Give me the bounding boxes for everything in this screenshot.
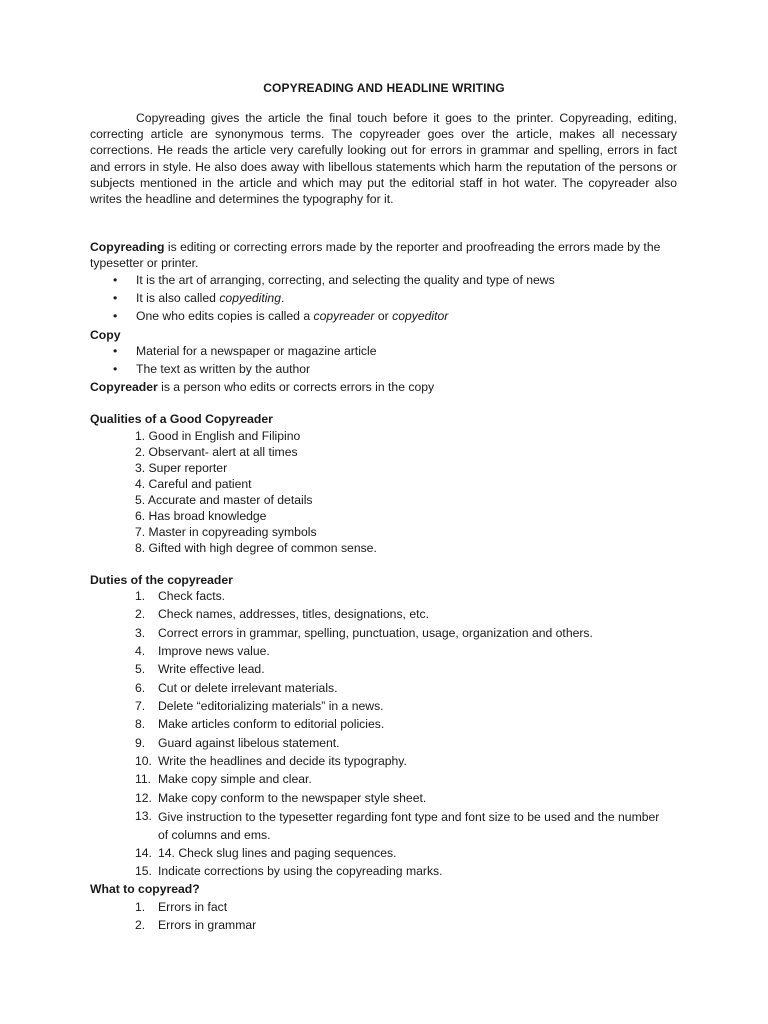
quality-item: 4. Careful and patient [135, 477, 252, 491]
copyread-number: 1. [135, 900, 146, 914]
duty-text: Write effective lead. [158, 662, 265, 676]
duty-number: 15. [135, 864, 152, 878]
bullet-italic-term: copyreader [313, 309, 375, 323]
copyreading-term: Copyreading [90, 240, 165, 254]
duty-number: 8. [135, 717, 146, 731]
document-title: COPYREADING AND HEADLINE WRITING [263, 81, 505, 95]
bullet-text-part: or [374, 309, 393, 323]
copy-heading-text: Copy [90, 328, 121, 342]
qualities-heading-text: Qualities of a Good Copyreader [90, 412, 273, 426]
duty-text: Delete “editorializing materials” in a news. [158, 699, 384, 713]
duty-text: Correct errors in grammar, spelling, punctuation, usage, organization and others. [158, 626, 593, 640]
bullet-italic-term: copyeditor [392, 309, 449, 323]
duties-heading-text: Duties of the copyreader [90, 573, 233, 587]
duty-text: Write the headlines and decide its typography. [158, 754, 407, 768]
duty-number: 14. [135, 846, 152, 860]
bullet-italic-term: copyediting [219, 291, 281, 305]
duty-number: 12. [135, 791, 152, 805]
duty-text: Indicate corrections by using the copyreading marks. [158, 864, 443, 878]
bullet-marker: • [113, 273, 118, 287]
copyread-number: 2. [135, 918, 146, 932]
duty-text: Make articles conform to editorial policies. [158, 717, 385, 731]
bullet-marker: • [113, 309, 118, 323]
duty-number: 1. [135, 589, 146, 603]
duty-text: Check facts. [158, 589, 226, 603]
quality-item: 5. Accurate and master of details [135, 493, 313, 507]
quality-item: 1. Good in English and Filipino [135, 429, 301, 443]
bullet-marker: • [113, 362, 118, 376]
duty-number: 10. [135, 754, 152, 768]
duty-number: 3. [135, 626, 146, 640]
quality-item: 8. Gifted with high degree of common sense. [135, 541, 377, 555]
duty-text: Make copy simple and clear. [158, 772, 312, 786]
bullet-text-part: . [281, 291, 285, 305]
duty-number: 13. [135, 809, 152, 823]
copyreader-term: Copyreader [90, 380, 158, 394]
bullet-text [136, 272, 555, 288]
duty-text: 14. Check slug lines and paging sequences. [158, 846, 397, 860]
duty-text: Give instruction to the typesetter regarding font type and font size to be used and the number of columns and ems. [158, 810, 660, 842]
what-to-copyread-heading [90, 881, 200, 897]
intro-paragraph [90, 110, 677, 207]
duty-number: 5. [135, 662, 146, 676]
copy-heading [90, 327, 120, 343]
duty-number: 7. [135, 699, 146, 713]
bullet-text-part: It is the art of arranging, correcting, and selecting the quality and type of news [136, 273, 555, 287]
duty-number: 9. [135, 736, 146, 750]
copyreader-definition [90, 379, 434, 395]
duty-text: Guard against libelous statement. [158, 736, 340, 750]
quality-item: 6. Has broad knowledge [135, 509, 267, 523]
duty-number: 4. [135, 644, 146, 658]
duties-heading [90, 572, 233, 588]
bullet-text: Material for a newspaper or magazine article [136, 344, 377, 358]
bullet-text-part: One who edits copies is called a [136, 309, 314, 323]
duty-text: Check names, addresses, titles, designations, etc. [158, 607, 429, 621]
bullet-text [136, 308, 448, 324]
quality-item: 3. Super reporter [135, 461, 228, 475]
copyreading-definition [90, 239, 680, 272]
duty-text: Improve news value. [158, 644, 270, 658]
quality-item: 7. Master in copyreading symbols [135, 525, 317, 539]
qualities-heading [90, 411, 273, 427]
intro-text: Copyreading gives the article the final touch before it goes to the printer. Copyreading, editing, correcting article are synonymous terms. The copyreader goes over the article, makes all necessary corrections. He reads the article very carefully looking out for errors in grammar and spelling, errors in fact and errors in style. He also does away with libellous statements which harm the reputation of the persons or subjects mentioned in the article and which may put the editorial staff in hot water. The copyreader also writes the headline and determines the typography for it. [90, 111, 677, 207]
duty-number: 2. [135, 607, 146, 621]
bullet-text-part: It is also called [136, 291, 220, 305]
duty-text: Cut or delete irrelevant materials. [158, 681, 338, 695]
copyread-text: Errors in fact [158, 900, 228, 914]
duty-number: 11. [135, 772, 152, 786]
duty-text: Make copy conform to the newspaper style sheet. [158, 791, 427, 805]
bullet-text [136, 290, 284, 306]
quality-item: 2. Observant- alert at all times [135, 445, 298, 459]
copyreader-definition-text: is a person who edits or corrects errors in the copy [157, 380, 435, 394]
bullet-text: The text as written by the author [136, 362, 311, 376]
duty-number: 6. [135, 681, 146, 695]
bullet-marker: • [113, 291, 118, 305]
copyread-text: Errors in grammar [158, 918, 257, 932]
bullet-marker: • [113, 344, 118, 358]
what-heading-text: What to copyread? [90, 882, 200, 896]
copyreading-definition-text: is editing or correcting errors made by the reporter and proofreading the errors made by the typesetter or printer. [90, 240, 661, 271]
